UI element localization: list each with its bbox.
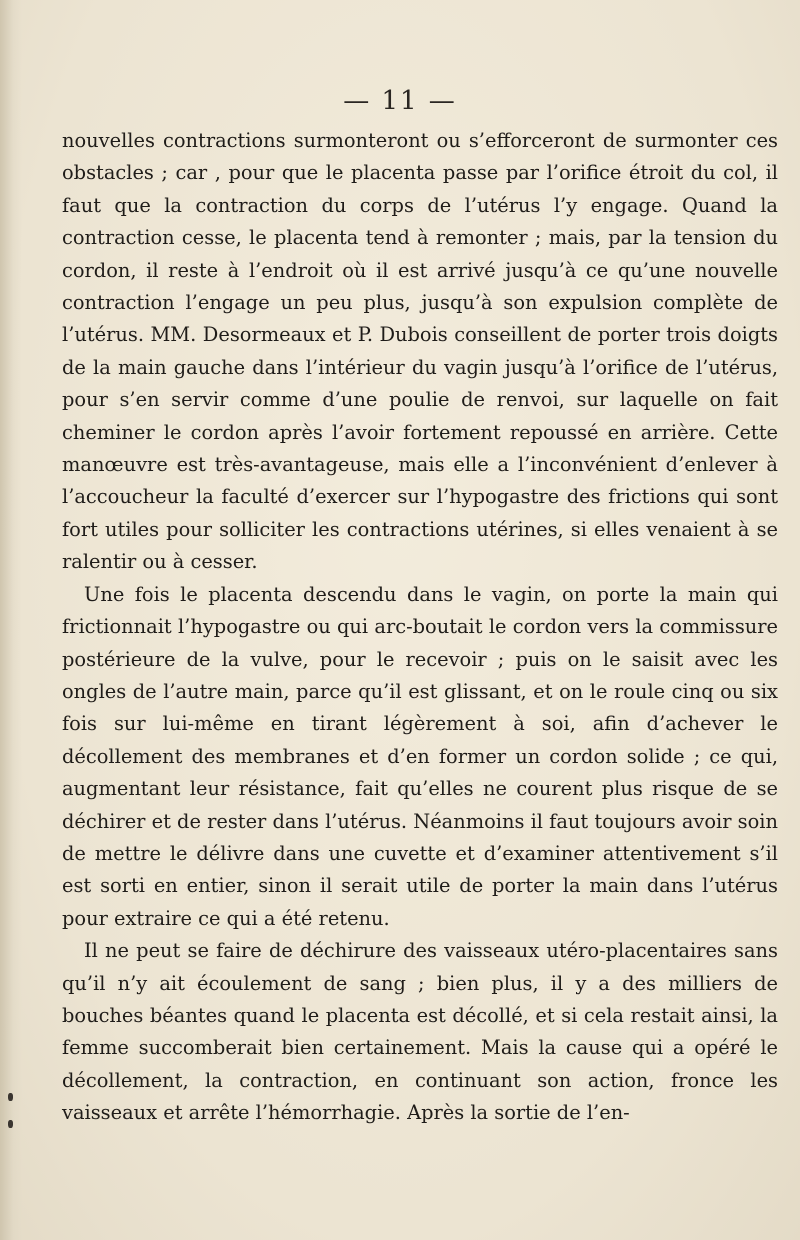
paragraph-1: nouvelles contractions surmonteront ou s’efforceront de surmonter ces obstacles ; car , pour que le placenta passe par l’orifice étroit du col, il faut que la contraction du corps de l’utérus l’y engage. Quand la contraction cesse, le placenta tend à remonter ; mais, par la tension du cordon, il reste à l’endroit où il est arrivé jusqu’à ce qu’une nouvelle contraction l’engage un peu plus, jusqu’à son expulsion complète de l’utérus. MM. Desormeaux et P. Dubois conseillent de porter trois doigts de la main gauche dans l’intérieur du vagin jusqu’à l’orifice de l’utérus, pour s’en servir comme d’une poulie de renvoi, sur laquelle on fait cheminer le cordon après l’avoir fortement repoussé en arrière. Cette manœuvre est très-avantageuse, mais elle a l’inconvénient d’enlever à l’accoucheur la faculté d’exercer sur l’hypogastre des frictions qui sont fort utiles pour solliciter les contractions utérines, si elles venaient à se ralentir ou à cesser. <box>62 129 778 574</box>
margin-ink-spot-upper <box>8 1093 13 1101</box>
page-spine-shadow <box>0 0 22 1240</box>
page-number: — 11 — <box>343 86 457 116</box>
body-text <box>62 125 778 1130</box>
paragraph-2: Une fois le placenta descendu dans le vagin, on porte la main qui frictionnait l’hypogastre ou qui arc-boutait le cordon vers la commissure postérieure de la vulve, pour le recevoir ; puis on le saisit avec les ongles de l’autre main, parce qu’il est glissant, et on le roule cinq ou six fois sur lui-même en tirant légèrement à soi, afin d’achever le décollement des membranes et d’en former un cordon solide ; ce qui, augmentant leur résistance, fait qu’elles ne courent plus risque de se déchirer et de rester dans l’utérus. Néanmoins il faut toujours avoir soin de mettre le délivre dans une cuvette et d’examiner attentivement s’il est sorti en entier, sinon il serait utile de porter la main dans l’utérus pour extraire ce qui a été retenu. <box>62 582 778 930</box>
margin-ink-spot-lower <box>8 1120 13 1128</box>
paragraph-3: Il ne peut se faire de déchirure des vaisseaux utéro-placentaires sans qu’il n’y ait écoulement de sang ; bien plus, il y a des milliers de bouches béantes quand le placenta est décollé, et si cela restait ainsi, la femme succomberait bien certainement. Mais la cause qui a opéré le décollement, la contraction, en continuant son action, fronce les vaisseaux et arrête l’hémorrhagie. Après la sortie de l’en- <box>62 939 778 1125</box>
